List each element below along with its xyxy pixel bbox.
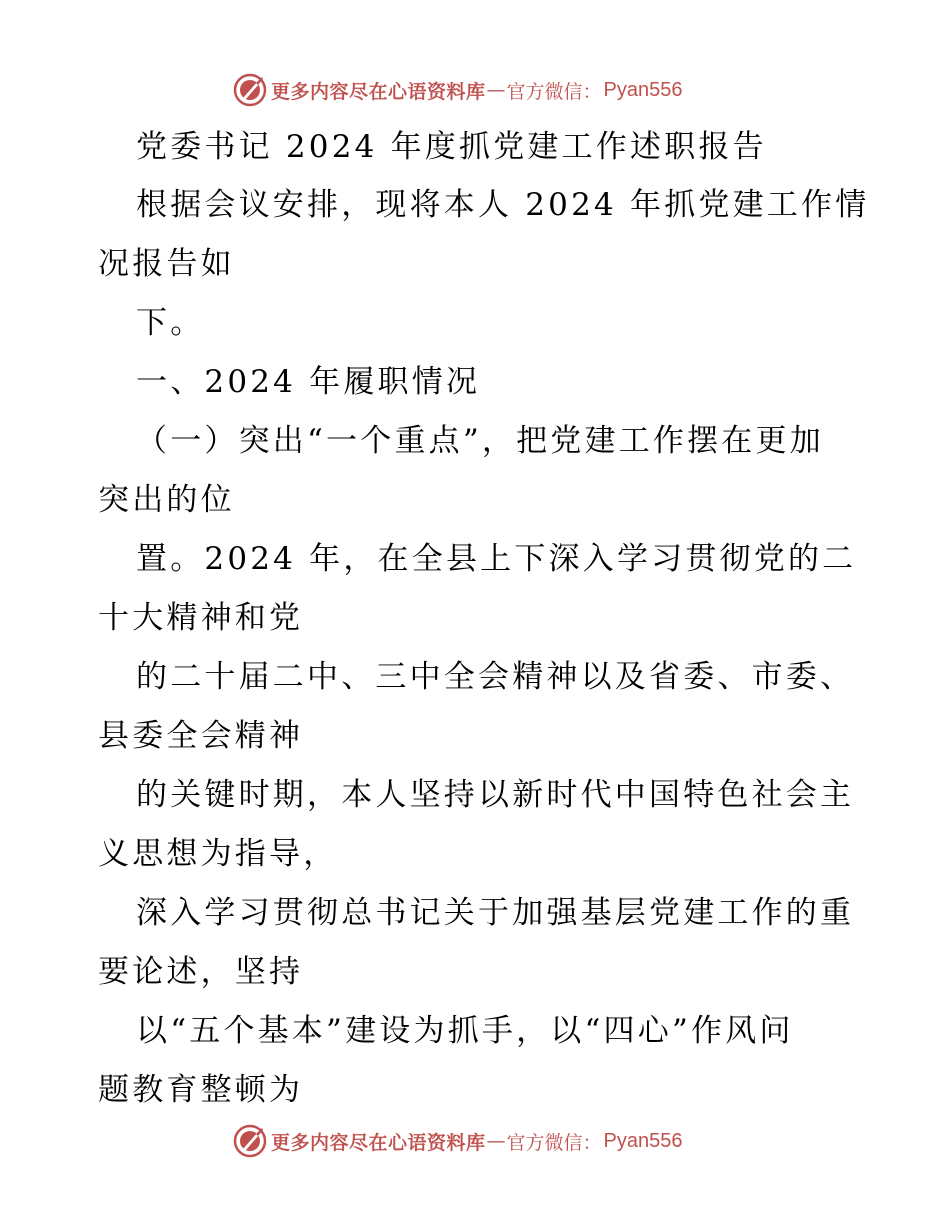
document-title: 党委书记 2024 年度抓党建工作述职报告 [136,129,767,165]
subsection-heading: （一）突出“一个重点”，把党建工作摆在更加 [136,423,824,459]
watermark-dash: — [486,1130,506,1152]
watermark-site-text: 更多内容尽在心语资料库 [271,1131,486,1154]
text-line: 突出的位 [98,482,235,518]
text-line: 的关键时期，本人坚持以新时代中国特色社会主 [136,777,855,813]
text-line: 县委全会精神 [98,718,304,754]
quill-logo-icon [233,1124,267,1158]
header-watermark [233,72,683,108]
text-line: 下。 [136,305,205,341]
watermark-dash: — [486,79,506,101]
watermark-wechat-id: Pyan556 [603,1129,683,1152]
watermark-wechat-id: Pyan556 [603,78,683,101]
section-heading: 一、2024 年履职情况 [136,364,481,400]
text-line: 以“五个基本”建设为抓手，以“四心”作风问 [136,1013,794,1049]
quill-logo-icon [233,73,267,107]
watermark-wechat-label: 官方微信： [506,80,602,103]
footer-watermark [233,1123,683,1159]
watermark-wechat-label: 官方微信： [506,1131,602,1154]
text-line: 题教育整顿为 [98,1072,304,1108]
text-line: 的二十届二中、三中全会精神以及省委、市委、 [136,659,855,695]
watermark-site-text: 更多内容尽在心语资料库 [271,80,486,103]
text-line: 深入学习贯彻总书记关于加强基层党建工作的重 [136,895,855,931]
text-line: 根据会议安排，现将本人 2024 年抓党建工作情 [136,187,870,223]
text-line: 要论述，坚持 [98,954,304,990]
text-line: 十大精神和党 [98,600,304,636]
text-line: 置。2024 年，在全县上下深入学习贯彻党的二 [136,541,857,577]
text-line: 义思想为指导， [98,836,338,872]
text-line: 况报告如 [98,246,235,282]
